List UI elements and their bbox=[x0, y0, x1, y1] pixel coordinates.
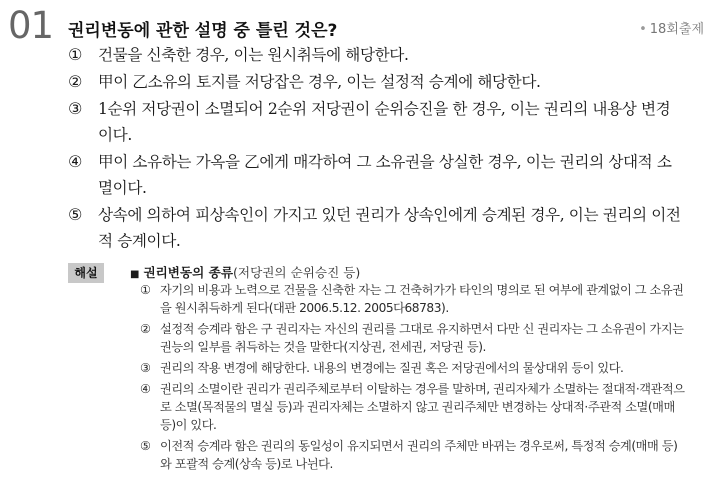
item-text: 권리의 작용 변경에 해당한다. 내용의 변경에는 질권 혹은 저당권에서의 물상대위 등이 있다. bbox=[160, 361, 624, 375]
choice-1[interactable] bbox=[68, 42, 684, 68]
explanation-item-2 bbox=[140, 320, 688, 356]
explanation-item-5 bbox=[140, 437, 688, 473]
item-text: 자기의 비용과 노력으로 건물을 신축한 자는 그 건축허가가 타인의 명의로 된 여부에 관계없이 그 소유권을 원시취득하게 된다(대판 2006.5.12. 2005다68783). bbox=[160, 283, 684, 315]
exam-tag bbox=[639, 18, 704, 37]
choice-text: 상속에 의하여 피상속인이 가지고 있던 권리가 상속인에게 승계된 경우, 이는 권리의 이전적 승계이다. bbox=[98, 206, 681, 250]
explanation-badge: 해설 bbox=[68, 263, 104, 283]
question-number: 01 bbox=[8, 4, 54, 47]
question-title: 권리변동에 관한 설명 중 틀린 것은? bbox=[68, 21, 338, 41]
choice-text: 甲이 소유하는 가옥을 乙에게 매각하여 그 소유권을 상실한 경우, 이는 권리의 상대적 소멸이다. bbox=[98, 153, 672, 197]
item-text: 설정적 승계라 함은 구 권리자는 자신의 권리를 그대로 유지하면서 다만 신 권리자는 그 소유권이 가지는 권능의 일부를 취득하는 것을 말한다(지상권, 전세권, 저당권 등). bbox=[160, 322, 684, 354]
choice-number: ④ bbox=[68, 152, 82, 171]
choice-text: 1순위 저당권이 소멸되어 2순위 저당권이 순위승진을 한 경우, 이는 권리의 내용상 변경이다. bbox=[98, 100, 671, 144]
explanation-list bbox=[140, 281, 688, 476]
explanation-heading bbox=[130, 262, 360, 281]
choice-2[interactable] bbox=[68, 69, 684, 95]
choice-text: 甲이 乙소유의 토지를 저당잡은 경우, 이는 설정적 승계에 해당한다. bbox=[98, 73, 541, 91]
explanation-item-1 bbox=[140, 281, 688, 317]
heading-subtext: (저당권의 순위승진 등) bbox=[233, 265, 361, 280]
choice-4[interactable] bbox=[68, 149, 684, 201]
square-bullet-icon: ■ bbox=[130, 269, 140, 280]
choice-number: ② bbox=[68, 72, 82, 91]
choice-5[interactable] bbox=[68, 202, 684, 254]
choice-number: ⑤ bbox=[68, 205, 82, 224]
answer-choices bbox=[68, 42, 684, 255]
item-number: ⑤ bbox=[140, 439, 151, 453]
item-number: ③ bbox=[140, 361, 151, 375]
exam-tag-label: 18회출제 bbox=[649, 22, 704, 37]
choice-number: ③ bbox=[68, 99, 82, 118]
choice-3[interactable] bbox=[68, 96, 684, 148]
explanation-item-4 bbox=[140, 380, 688, 434]
choice-number: ① bbox=[68, 45, 82, 64]
item-number: ② bbox=[140, 322, 151, 336]
explanation-item-3 bbox=[140, 359, 688, 377]
heading-text: 권리변동의 종류 bbox=[143, 265, 233, 280]
item-text: 권리의 소멸이란 권리가 권리주체로부터 이탈하는 경우를 말하며, 권리자체가 소멸하는 절대적·객관적으로 소멸(목적물의 멸실 등)과 권리자체는 소멸하지 않고 권리주체만 변경하는 상대적·주관적 소멸(매매 등)이 있다. bbox=[160, 382, 685, 432]
item-text: 이전적 승계라 함은 권리의 동일성이 유지되면서 권리의 주체만 바뀌는 경우로써, 특정적 승계(매매 등)와 포괄적 승계(상속 등)로 나뉜다. bbox=[160, 439, 678, 471]
item-number: ① bbox=[140, 283, 151, 297]
choice-text: 건물을 신축한 경우, 이는 원시취득에 해당한다. bbox=[98, 46, 409, 64]
item-number: ④ bbox=[140, 382, 151, 396]
bullet-icon: • bbox=[639, 22, 647, 37]
